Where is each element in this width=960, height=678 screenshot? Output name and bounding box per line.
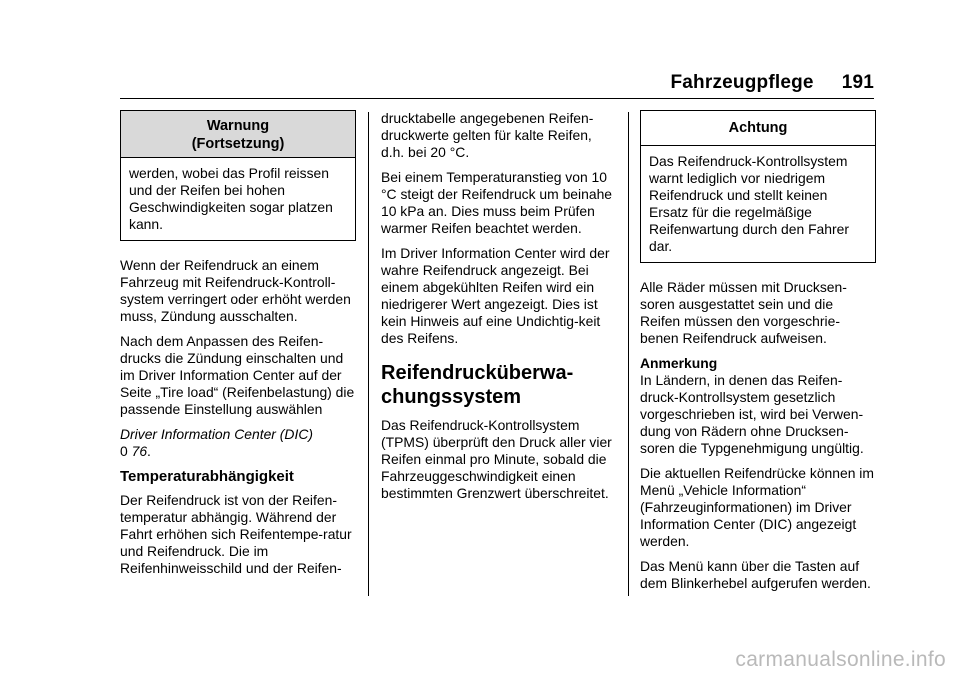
cross-reference[interactable] [120, 426, 356, 460]
warning-title-line1: Warnung [206, 118, 270, 134]
note-body: In Ländern, in denen das Reifen-druck-Kontrollsystem gesetzlich vorgeschrieben ist, wird bei Verwen-dung von Rädern ohne Drucksen-soren die Typgenehmigung ungültig. [640, 372, 864, 456]
reference-page-link[interactable]: 76 [131, 443, 148, 459]
paragraph-tire-load: Nach dem Anpassen des Reifen-drucks die Zündung einschalten und im Driver Information Center auf der Seite „Tire load“ (Reifenbelastung) die passende Einstellung auswählen [120, 333, 355, 417]
column-separator-1 [368, 112, 369, 596]
reference-title: Driver Information Center (DIC) [120, 426, 313, 442]
column-separator-2 [628, 112, 629, 596]
note-heading: Anmerkung [640, 355, 718, 371]
page-number: 191 [841, 72, 874, 93]
section-title: Fahrzeugpflege [670, 72, 814, 93]
heading-tpms-line1: Reifendrucküberwa- [381, 362, 574, 384]
heading-tpms-line2: chungssystem [381, 386, 522, 408]
paragraph-temperature: Der Reifendruck ist von der Reifen-temperatur abhängig. Während der Fahrt erhöhen sich Reifentempe-ratur und Reifendruck. Die im Reifenhinweisschild und der Reifen- [120, 492, 352, 576]
caution-box-body: Das Reifendruck-Kontrollsystem warnt lediglich vor niedrigem Reifendruck und stellt keinen Ersatz für die regelmäßige Reifenwartung durch den Fahrer dar. [641, 145, 875, 262]
reference-arrow-icon: 0 [120, 443, 128, 459]
paragraph-temperature-rise: Bei einem Temperaturanstieg von 10 °C steigt der Reifendruck um beinahe 10 kPa an. Dies muss beim Prüfen warmer Reifen beachtet werden. [381, 169, 613, 236]
heading-tpms [381, 361, 617, 409]
paragraph-tpms: Das Reifendruck-Kontrollsystem (TPMS) überprüft den Druck aller vier Reifen einmal pro Minute, sobald die Fahrzeuggeschwindigkeit einen bestimmten Grenzwert überschreitet. [381, 417, 612, 501]
caution-box [640, 110, 876, 263]
column-3 [640, 110, 876, 600]
page-header [670, 72, 874, 94]
heading-temperature: Temperaturabhängigkeit [120, 468, 294, 485]
header-rule [120, 98, 874, 99]
paragraph-menu-access: Das Menü kann über die Tasten auf dem Blinkerhebel aufgerufen werden. [640, 558, 871, 591]
paragraph-pressure-adjust: Wenn der Reifendruck an einem Fahrzeug mit Reifendruck-Kontroll-system verringert oder erhöht werden muss, Zündung ausschalten. [120, 257, 351, 324]
paragraph-sensors: Alle Räder müssen mit Drucksen-soren ausgestattet sein und die Reifen müssen den vorgeschrie-benen Reifendruck aufweisen. [640, 279, 847, 346]
paragraph-dic-pressure: Im Driver Information Center wird der wahre Reifendruck angezeigt. Bei einem abgekühlten Reifen wird ein niedrigerer Wert angezeigt. Dies ist kein Hinweis auf eine Undichtig-keit des Reifens. [381, 245, 610, 346]
paragraph-cold-tires: drucktabelle angegebenen Reifen-druckwerte gelten für kalte Reifen, d.h. bei 20 °C. [381, 110, 594, 160]
warning-box [120, 110, 356, 241]
paragraph-vehicle-info: Die aktuellen Reifendrücke können im Menü „Vehicle Information“ (Fahrzeuginformationen) im Driver Information Center (DIC) angezeigt werden. [640, 465, 874, 549]
warning-box-body: werden, wobei das Profil reissen und der Reifen bei hohen Geschwindigkeiten sogar platzen kann. [121, 157, 355, 240]
warning-box-title [121, 111, 355, 157]
watermark: carmanualsonline.info [735, 648, 946, 671]
column-1 [120, 110, 356, 585]
caution-box-title: Achtung [641, 111, 875, 145]
column-2 [381, 110, 617, 510]
warning-title-line2: (Fortsetzung) [191, 136, 285, 152]
reference-dot: . [147, 443, 151, 459]
